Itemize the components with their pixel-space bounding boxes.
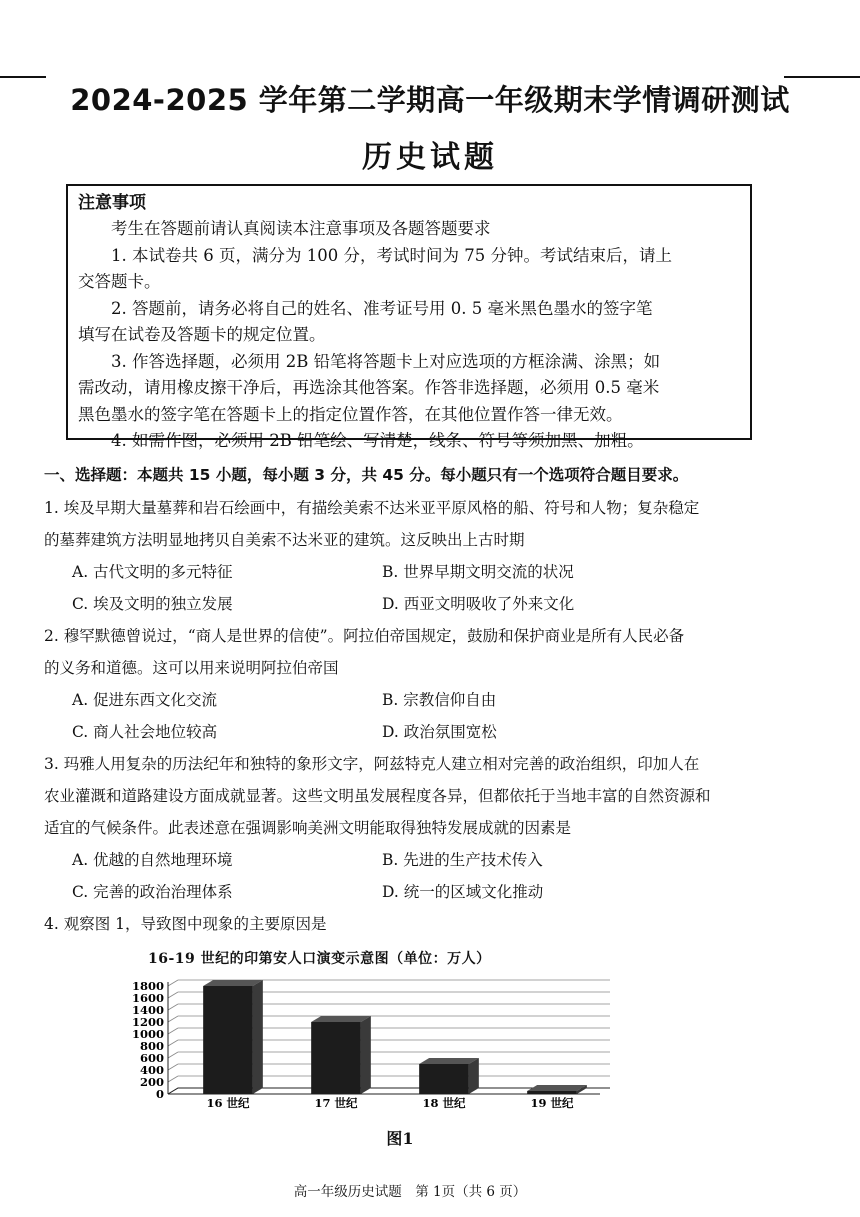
notice-heading: 注意事项 bbox=[78, 193, 146, 213]
gridline-side bbox=[168, 980, 178, 986]
gridline-side bbox=[168, 1040, 178, 1046]
y-tick-label: 1400 bbox=[131, 1003, 164, 1017]
question-stem-line: 的墓葬建筑方法明显地拷贝自美索不达米亚的建筑。这反映出上古时期 bbox=[44, 531, 525, 549]
notice-line: 黑色墨水的签字笔在答题卡上的指定位置作答，在其他位置作答一律无效。 bbox=[78, 404, 623, 424]
question-stem-line: 1. 埃及早期大量墓葬和岩石绘画中，有描绘美索不达米亚平原风格的船、符号和人物；复杂稳定 bbox=[44, 499, 700, 517]
bar-top bbox=[419, 1058, 479, 1064]
notice-line: 需改动，请用橡皮擦干净后，再选涂其他答案。作答非选择题，必须用 0.5 毫米 bbox=[78, 378, 660, 397]
y-tick-label: 1800 bbox=[131, 979, 164, 993]
option-d: D. 政治氛围宽松 bbox=[382, 723, 497, 741]
figure-label: 图1 bbox=[386, 1129, 414, 1148]
question-stem-line: 农业灌溉和道路建设方面成就显著。这些文明虽发展程度各异，但都依托于当地丰富的自然资源和 bbox=[44, 787, 711, 805]
question-stem-line: 4. 观察图 1，导致图中现象的主要原因是 bbox=[44, 915, 327, 933]
option-b: B. 世界早期文明交流的状况 bbox=[382, 563, 574, 581]
chart-title: 16-19 世纪的印第安人口演变示意图（单位：万人） bbox=[148, 951, 491, 967]
bar-top bbox=[311, 1016, 371, 1022]
gridline-side bbox=[168, 1052, 178, 1058]
option-c: C. 完善的政治治理体系 bbox=[72, 883, 233, 901]
section-heading bbox=[44, 460, 784, 490]
option-b: B. 宗教信仰自由 bbox=[382, 691, 497, 709]
notice-line: 填写在试卷及答题卡的规定位置。 bbox=[78, 325, 326, 344]
bar-side bbox=[361, 1016, 371, 1094]
question-stem-line: 适宜的气候条件。此表述意在强调影响美洲文明能取得独特发展成就的因素是 bbox=[44, 819, 572, 837]
y-tick-label: 0 bbox=[155, 1087, 164, 1101]
question-1-options bbox=[44, 556, 784, 620]
y-tick-label: 800 bbox=[139, 1039, 164, 1053]
bar-top bbox=[203, 980, 263, 986]
gridline-side bbox=[168, 992, 178, 998]
option-a: A. 古代文明的多元特征 bbox=[72, 563, 233, 581]
y-tick-label: 200 bbox=[139, 1075, 164, 1089]
option-c: C. 商人社会地位较高 bbox=[72, 723, 218, 741]
question-3-stem bbox=[44, 748, 784, 844]
option-d: D. 西亚文明吸收了外来文化 bbox=[382, 595, 575, 613]
notice-line: 3. 作答选择题，必须用 2B 铅笔将答题卡上对应选项的方框涂满、涂黑；如 bbox=[111, 351, 661, 371]
x-tick-label: 19 世纪 bbox=[530, 1096, 574, 1110]
question-2-stem bbox=[44, 620, 784, 684]
y-tick-label: 1600 bbox=[131, 991, 164, 1005]
option-d: D. 统一的区域文化推动 bbox=[382, 883, 544, 901]
y-tick-label: 600 bbox=[139, 1051, 164, 1065]
notice-line: 4. 如需作图，必须用 2B 铅笔绘、写清楚，线条、符号等须加黑、加粗。 bbox=[111, 431, 644, 450]
bar bbox=[311, 1022, 361, 1094]
question-stem-line: 3. 玛雅人用复杂的历法纪年和独特的象形文字，阿兹特克人建立相对完善的政治组织，印加人在 bbox=[44, 755, 700, 773]
chart-canvas bbox=[120, 948, 620, 1113]
exam-subject: 历史试题 bbox=[362, 140, 498, 175]
exam-title: 2024-2025 学年第二学期高一年级期末学情调研测试 bbox=[70, 83, 790, 117]
gridline-side bbox=[168, 1016, 178, 1022]
question-stem-line: 的义务和道德。这可以用来说明阿拉伯帝国 bbox=[44, 659, 339, 677]
page-footer: 高一年级历史试题 第 1页（共 6 页） bbox=[293, 1184, 527, 1200]
option-c: C. 埃及文明的独立发展 bbox=[72, 595, 233, 613]
gridline-side bbox=[168, 1028, 178, 1034]
gridline-side bbox=[168, 1076, 178, 1082]
section-heading-text: 一、选择题：本题共 15 小题，每小题 3 分，共 45 分。每小题只有一个选项符合题目要求。 bbox=[44, 466, 689, 484]
x-tick-label: 16 世纪 bbox=[206, 1096, 250, 1110]
notice-line: 考生在答题前请认真阅读本注意事项及各题答题要求 bbox=[111, 219, 491, 238]
gridline-side bbox=[168, 1004, 178, 1010]
questions-area bbox=[44, 460, 784, 940]
notice-line: 1. 本试卷共 6 页，满分为 100 分，考试时间为 75 分钟。考试结束后，请上 bbox=[111, 245, 672, 265]
bar bbox=[419, 1064, 469, 1094]
notice-line: 2. 答题前，请务必将自己的姓名、准考证号用 0. 5 毫米黑色墨水的签字笔 bbox=[111, 298, 653, 318]
bar-side bbox=[469, 1058, 479, 1094]
option-b: B. 先进的生产技术传入 bbox=[382, 851, 543, 869]
population-chart bbox=[120, 948, 620, 1118]
question-2-options bbox=[44, 684, 784, 748]
option-a: A. 优越的自然地理环境 bbox=[72, 851, 233, 869]
y-tick-label: 1000 bbox=[131, 1027, 164, 1041]
x-tick-label: 17 世纪 bbox=[314, 1096, 358, 1110]
option-a: A. 促进东西文化交流 bbox=[72, 691, 218, 709]
bar bbox=[527, 1091, 577, 1094]
question-stem-line: 2. 穆罕默德曾说过，“商人是世界的信使”。阿拉伯帝国规定，鼓励和保护商业是所有人民必备 bbox=[44, 627, 685, 645]
y-tick-label: 400 bbox=[139, 1063, 164, 1077]
gridline-side bbox=[168, 1064, 178, 1070]
question-1-stem bbox=[44, 492, 784, 556]
y-tick-label: 1200 bbox=[131, 1015, 164, 1029]
notice-line: 交答题卡。 bbox=[78, 272, 161, 291]
bar bbox=[203, 986, 253, 1094]
question-4-stem bbox=[44, 908, 784, 940]
notice-box bbox=[66, 184, 752, 450]
question-3-options bbox=[44, 844, 784, 908]
bar-side bbox=[253, 980, 263, 1094]
bar-top bbox=[527, 1085, 587, 1091]
x-tick-label: 18 世纪 bbox=[422, 1096, 466, 1110]
